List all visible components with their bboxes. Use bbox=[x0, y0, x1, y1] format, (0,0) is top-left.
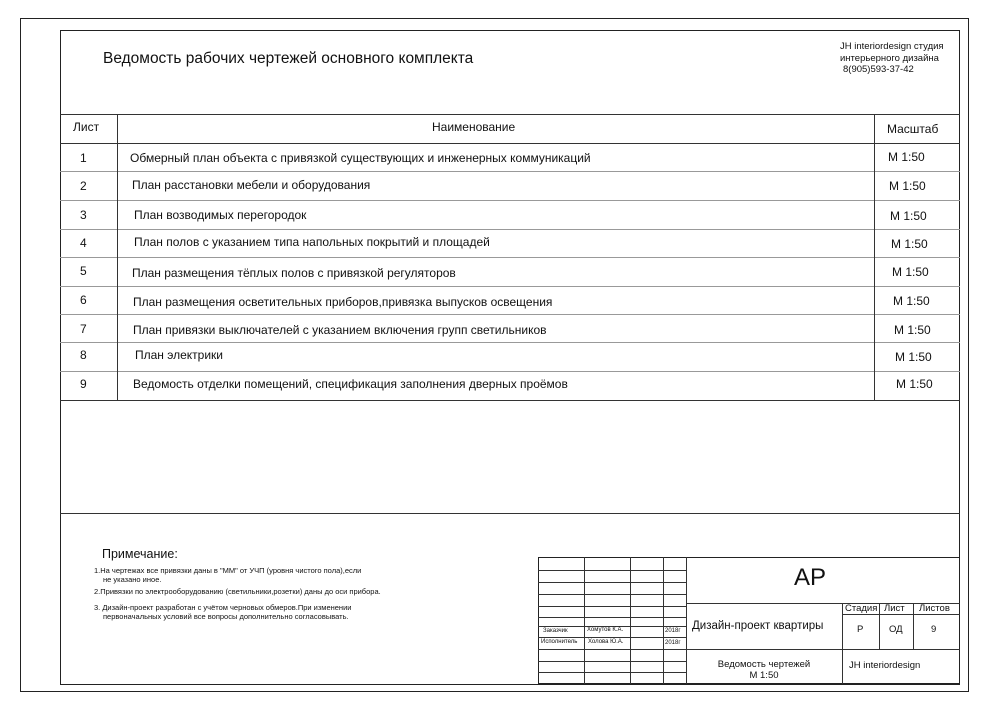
header-sheet: Лист bbox=[73, 120, 100, 134]
row-sheet-number: 3 bbox=[80, 208, 87, 222]
row-name: План привязки выключателей с указанием включения групп светильников bbox=[133, 323, 547, 337]
header-name: Наименование bbox=[432, 120, 516, 134]
title-block-line bbox=[538, 582, 686, 583]
row-divider bbox=[60, 314, 960, 315]
executor-name: Холова Ю.А. bbox=[588, 639, 624, 645]
row-scale: М 1:50 bbox=[888, 150, 925, 164]
title-block-line bbox=[538, 672, 686, 673]
row-divider bbox=[60, 371, 960, 372]
title-block-line bbox=[538, 606, 686, 607]
row-name: План размещения тёплых полов с привязкой регуляторов bbox=[132, 266, 456, 280]
studio-subtitle: интерьерного дизайна bbox=[840, 52, 939, 64]
row-name: План электрики bbox=[135, 348, 224, 362]
row-sheet-number: 6 bbox=[80, 293, 87, 307]
stage-label: Стадия bbox=[845, 603, 878, 614]
row-sheet-number: 8 bbox=[80, 348, 87, 362]
studio-name: JH interiordesign студия bbox=[840, 41, 944, 52]
table-bottom-line bbox=[60, 400, 960, 401]
drawing-title: Ведомость чертежей bbox=[717, 659, 811, 670]
title-block-line bbox=[584, 557, 585, 684]
row-divider bbox=[60, 229, 960, 230]
company-name: JH interiordesign bbox=[849, 660, 921, 671]
client-name: Хомутов К.А. bbox=[587, 627, 624, 633]
note-line: 2.Привязки по электрооборудованию (светильники,розетки) даны до оси прибора. bbox=[94, 587, 381, 596]
client-label: Заказчик bbox=[543, 628, 568, 634]
row-sheet-number: 1 bbox=[80, 151, 87, 165]
note-item bbox=[94, 566, 361, 584]
row-name: Обмерный план объекта с привязкой существующих и инженерных коммуникаций bbox=[130, 151, 591, 165]
title-block-line bbox=[663, 557, 664, 684]
row-sheet-number: 7 bbox=[80, 322, 87, 336]
title-block-line bbox=[538, 661, 686, 662]
row-divider bbox=[60, 342, 960, 343]
sheets-label: Листов bbox=[919, 603, 950, 614]
row-name: План расстановки мебели и оборудования bbox=[132, 178, 371, 192]
row-divider bbox=[60, 286, 960, 287]
notes-title: Примечание: bbox=[102, 547, 178, 561]
row-name: План размещения осветительных приборов,привязка выпусков освещения bbox=[133, 295, 553, 309]
row-scale: М 1:50 bbox=[889, 179, 926, 193]
executor-label: Исполнитель bbox=[541, 639, 578, 645]
sheets-value: 9 bbox=[931, 624, 937, 635]
section-code: АР bbox=[794, 564, 827, 591]
sheet-value: ОД bbox=[889, 624, 903, 635]
title-block-line bbox=[538, 594, 686, 595]
row-sheet-number: 4 bbox=[80, 236, 87, 250]
notes-top-line bbox=[60, 513, 960, 514]
stage-value: Р bbox=[857, 624, 864, 635]
row-scale: М 1:50 bbox=[890, 209, 927, 223]
title-block-line bbox=[913, 603, 914, 649]
row-name: Ведомость отделки помещений, спецификация заполнения дверных проёмов bbox=[133, 377, 568, 391]
studio-info bbox=[840, 41, 944, 76]
table-col-divider bbox=[117, 114, 118, 400]
note-item bbox=[94, 587, 381, 596]
row-scale: М 1:50 bbox=[893, 294, 930, 308]
title-block-line bbox=[538, 637, 686, 638]
note-line: не указано иное. bbox=[103, 575, 162, 584]
note-item bbox=[94, 603, 351, 621]
row-scale: М 1:50 bbox=[891, 237, 928, 251]
executor-year: 2018г bbox=[665, 640, 681, 646]
client-year: 2018г bbox=[665, 628, 681, 634]
title-block-line bbox=[842, 614, 960, 615]
title-block-line bbox=[879, 603, 880, 649]
row-divider bbox=[60, 200, 960, 201]
title-block-line bbox=[630, 557, 631, 684]
title-block-line bbox=[686, 649, 960, 650]
note-line: 3. Дизайн-проект разработан с учётом черновых обмеров.При изменении bbox=[94, 603, 352, 612]
note-line: первоначальных условий все вопросы дополнительно согласовывать. bbox=[103, 612, 349, 621]
sheet-label: Лист bbox=[884, 603, 905, 614]
row-scale: М 1:50 bbox=[896, 377, 933, 391]
row-scale: М 1:50 bbox=[894, 323, 931, 337]
project-name: Дизайн-проект квартиры bbox=[692, 620, 824, 632]
row-name: План возводимых перегородок bbox=[134, 208, 307, 222]
drawing-title-block bbox=[686, 659, 842, 681]
studio-phone: 8(905)593-37-42 bbox=[843, 64, 914, 75]
title-block-line bbox=[538, 649, 686, 650]
document-title: Ведомость рабочих чертежей основного комплекта bbox=[103, 50, 474, 67]
row-name: План полов с указанием типа напольных покрытий и площадей bbox=[134, 235, 490, 249]
row-scale: М 1:50 bbox=[892, 265, 929, 279]
row-sheet-number: 2 bbox=[80, 179, 87, 193]
title-block-line bbox=[538, 570, 686, 571]
title-block-line bbox=[842, 603, 843, 684]
row-sheet-number: 9 bbox=[80, 377, 87, 391]
row-scale: М 1:50 bbox=[895, 350, 932, 364]
table-col-divider bbox=[874, 114, 875, 400]
drawing-scale: М 1:50 bbox=[749, 670, 779, 681]
row-sheet-number: 5 bbox=[80, 264, 87, 278]
row-divider bbox=[60, 171, 960, 172]
header-scale: Масштаб bbox=[887, 122, 939, 136]
table-header-line bbox=[60, 143, 960, 144]
table-top-line bbox=[60, 114, 960, 115]
title-block-line bbox=[538, 617, 686, 618]
row-divider bbox=[60, 257, 960, 258]
note-line: 1.На чертежах все привязки даны в "ММ" от УЧП (уровня чистого пола),если bbox=[94, 566, 362, 575]
